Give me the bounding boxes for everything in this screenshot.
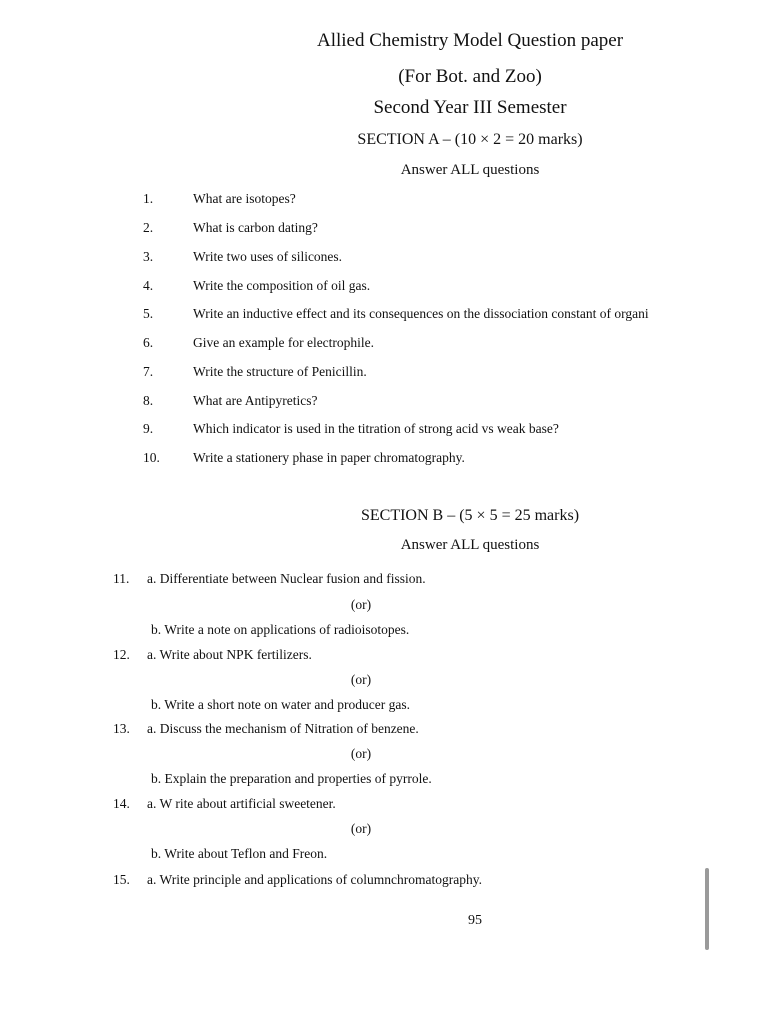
question-text: What are Antipyretics? [193, 393, 318, 408]
section-b-question-a [0, 571, 768, 591]
vertical-scrollbar[interactable] [705, 868, 709, 950]
question-number: 15. [113, 872, 130, 887]
question-number: 11. [113, 571, 130, 586]
question-option-a: a. Write principle and applications of columnchromatography. [147, 872, 482, 887]
paper-subtitle: (For Bot. and Zoo) [398, 66, 542, 87]
question-number: 3. [143, 249, 154, 264]
question-option-a: a. W rite about artificial sweetener. [147, 796, 336, 811]
section-b-heading: SECTION B – (5 × 5 = 25 marks) [360, 507, 580, 524]
section-a-heading: SECTION A – (10 × 2 = 20 marks) [357, 131, 583, 148]
paper-title: Allied Chemistry Model Question paper [316, 30, 624, 51]
question-option-a: a. Discuss the mechanism of Nitration of benzene. [147, 721, 419, 736]
question-option-a: a. Write about NPK fertilizers. [147, 647, 312, 662]
question-option-b: b. Explain the preparation and properties of pyrrole. [151, 771, 432, 786]
section-b-question-b [0, 771, 768, 791]
question-text: Write the structure of Penicillin. [193, 364, 367, 379]
question-text: What is carbon dating? [193, 220, 318, 235]
question-text: What are isotopes? [193, 191, 296, 206]
question-number: 14. [113, 796, 130, 811]
or-separator [0, 597, 768, 617]
question-text: Write the composition of oil gas. [193, 278, 371, 293]
question-option-b: b. Write a short note on water and producer gas. [151, 697, 410, 712]
question-number: 2. [143, 220, 154, 235]
question-option-b: b. Write about Teflon and Freon. [151, 846, 328, 861]
paper-semester: Second Year III Semester [373, 97, 567, 118]
question-text: Write a stationery phase in paper chromatography. [193, 450, 465, 465]
question-number: 12. [113, 647, 130, 662]
or-label: (or) [350, 746, 372, 761]
question-number: 6. [143, 335, 154, 350]
question-option-a: a. Differentiate between Nuclear fusion and fission. [147, 571, 426, 586]
or-label: (or) [350, 672, 372, 687]
question-number: 7. [143, 364, 154, 379]
section-b-question-a [0, 647, 768, 667]
question-text: Write two uses of silicones. [193, 249, 343, 264]
question-number: 4. [143, 278, 154, 293]
section-b-question-b [0, 846, 768, 866]
section-b-question-a [0, 872, 768, 892]
or-label: (or) [350, 821, 372, 836]
question-number: 8. [143, 393, 154, 408]
question-number: 13. [113, 721, 130, 736]
question-text: Which indicator is used in the titration of strong acid vs weak base? [193, 421, 559, 436]
or-separator [0, 821, 768, 841]
question-number: 10. [143, 450, 160, 465]
question-number: 5. [143, 306, 154, 321]
question-option-b: b. Write a note on applications of radioisotopes. [151, 622, 410, 637]
section-a-instruction: Answer ALL questions [400, 162, 540, 178]
section-b-question-a [0, 721, 768, 741]
section-b-question-a [0, 796, 768, 816]
or-separator [0, 746, 768, 766]
or-label: (or) [350, 597, 372, 612]
section-a-question [143, 306, 721, 326]
question-number: 1. [143, 191, 154, 206]
section-b-instruction: Answer ALL questions [400, 537, 540, 553]
or-separator [0, 672, 768, 692]
question-text: Write an inductive effect and its consequences on the dissociation constant of organi [193, 306, 649, 321]
page-number: 95 [468, 913, 482, 928]
question-text: Give an example for electrophile. [193, 335, 375, 350]
section-b-question-b [0, 697, 768, 717]
question-number: 9. [143, 421, 154, 436]
section-b-question-b [0, 622, 768, 642]
